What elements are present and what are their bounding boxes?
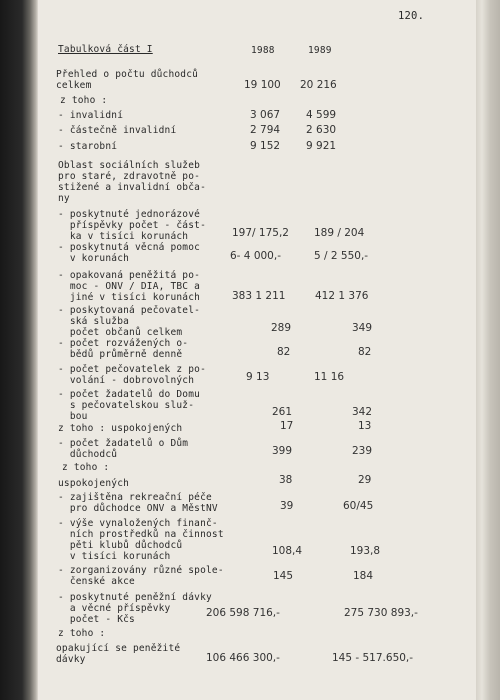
value-1988: 261	[272, 406, 293, 418]
year-header-1988: 1988	[251, 45, 275, 56]
value-1988: 197/ 175,2	[232, 227, 289, 239]
value-1988: 82	[277, 346, 291, 358]
row-label: - počet rozvážených o- bědů průměrně denně	[58, 338, 189, 360]
value-1989: 239	[352, 445, 373, 457]
value-1988: 9 152	[250, 140, 281, 152]
row-label: - částečně invalidní	[58, 125, 177, 136]
value-1988: 9 13	[246, 371, 270, 383]
row-label: - poskytnutá věcná pomoc v korunách	[58, 242, 201, 264]
value-1988: 206 598 716,-	[206, 607, 280, 619]
row-label: - počet žadatelů do Domu s pečovatelskou služ- bou	[58, 389, 201, 422]
value-1989: 349	[352, 322, 373, 334]
value-1989: 4 599	[306, 109, 337, 121]
row-label: - počet pečovatelek z po- volání - dobrovolných	[58, 364, 206, 386]
row-label: opakující se peněžité dávky	[56, 643, 181, 665]
value-1988: 3 067	[250, 109, 281, 121]
value-1989: 60/45	[343, 500, 374, 512]
row-label: - opakovaná peněžitá po- moc - ONV / DIA, TBC a jiné v tisíci korunách	[58, 270, 201, 303]
value-1988: 399	[272, 445, 293, 457]
value-1989: 2 630	[306, 124, 337, 136]
page-edge	[476, 0, 500, 700]
value-1988: 145	[273, 570, 294, 582]
value-1989: 193,8	[350, 545, 381, 557]
row-label: z toho : uspokojených	[58, 423, 183, 434]
row-label: - poskytnuté jednorázové příspěvky počet - část- ka v tisíci korunách	[58, 209, 206, 242]
row-label: z toho :	[62, 462, 110, 473]
value-1989: 20 216	[300, 79, 337, 91]
row-label: - zajištěna rekreační péče pro důchodce ONV a MěstNV	[58, 492, 218, 514]
row-label: - invalidní	[58, 110, 124, 121]
value-1988: 108,4	[272, 545, 303, 557]
value-1989: 13	[358, 420, 372, 432]
value-1988: 17	[280, 420, 294, 432]
value-1989: 189 / 204	[314, 227, 365, 239]
value-1989: 184	[353, 570, 374, 582]
value-1989: 275 730 893,-	[344, 607, 418, 619]
value-1988: 106 466 300,-	[206, 652, 280, 664]
value-1989: 412 1 376	[315, 290, 369, 302]
value-1989: 145 - 517.650,-	[332, 652, 414, 664]
value-1988: 39	[280, 500, 294, 512]
value-1989: 5 / 2 550,-	[314, 250, 369, 262]
value-1988: 2 794	[250, 124, 281, 136]
value-1989: 82	[358, 346, 372, 358]
value-1989: 342	[352, 406, 373, 418]
value-1988: 6- 4 000,-	[230, 250, 281, 262]
page-number: 120.	[398, 10, 425, 22]
book-binding	[0, 0, 38, 700]
value-1988: 289	[271, 322, 292, 334]
row-label: Přehled o počtu důchodců celkem	[56, 69, 199, 91]
value-1989: 11 16	[314, 371, 345, 383]
value-1989: 9 921	[306, 140, 337, 152]
row-label: z toho :	[58, 628, 106, 639]
row-label: Oblast sociálních služeb pro staré, zdravotně po- stižené a invalidní obča- ny	[58, 160, 206, 204]
row-label: - poskytovaná pečovatel- ská služba počet občanů celkem	[58, 305, 201, 338]
row-label: - počet žadatelů o Dům důchodců	[58, 438, 189, 460]
row-label: - starobní	[58, 141, 118, 152]
section-title: Tabulková část I	[58, 44, 153, 55]
value-1988: 38	[279, 474, 293, 486]
row-label: - zorganizovány různé spole- čenské akce	[58, 565, 224, 587]
row-label: z toho :	[60, 95, 108, 106]
row-label: uspokojených	[58, 478, 130, 489]
year-header-1989: 1989	[308, 45, 332, 56]
value-1989: 29	[358, 474, 372, 486]
value-1988: 19 100	[244, 79, 281, 91]
row-label: - poskytnuté peněžní dávky a věcné příspěvky počet - Kčs	[58, 592, 212, 625]
row-label: - výše vynaložených finanč- ních prostředků na činnost pěti klubů důchodců v tisíci korunách	[58, 518, 224, 562]
value-1988: 383 1 211	[232, 290, 286, 302]
